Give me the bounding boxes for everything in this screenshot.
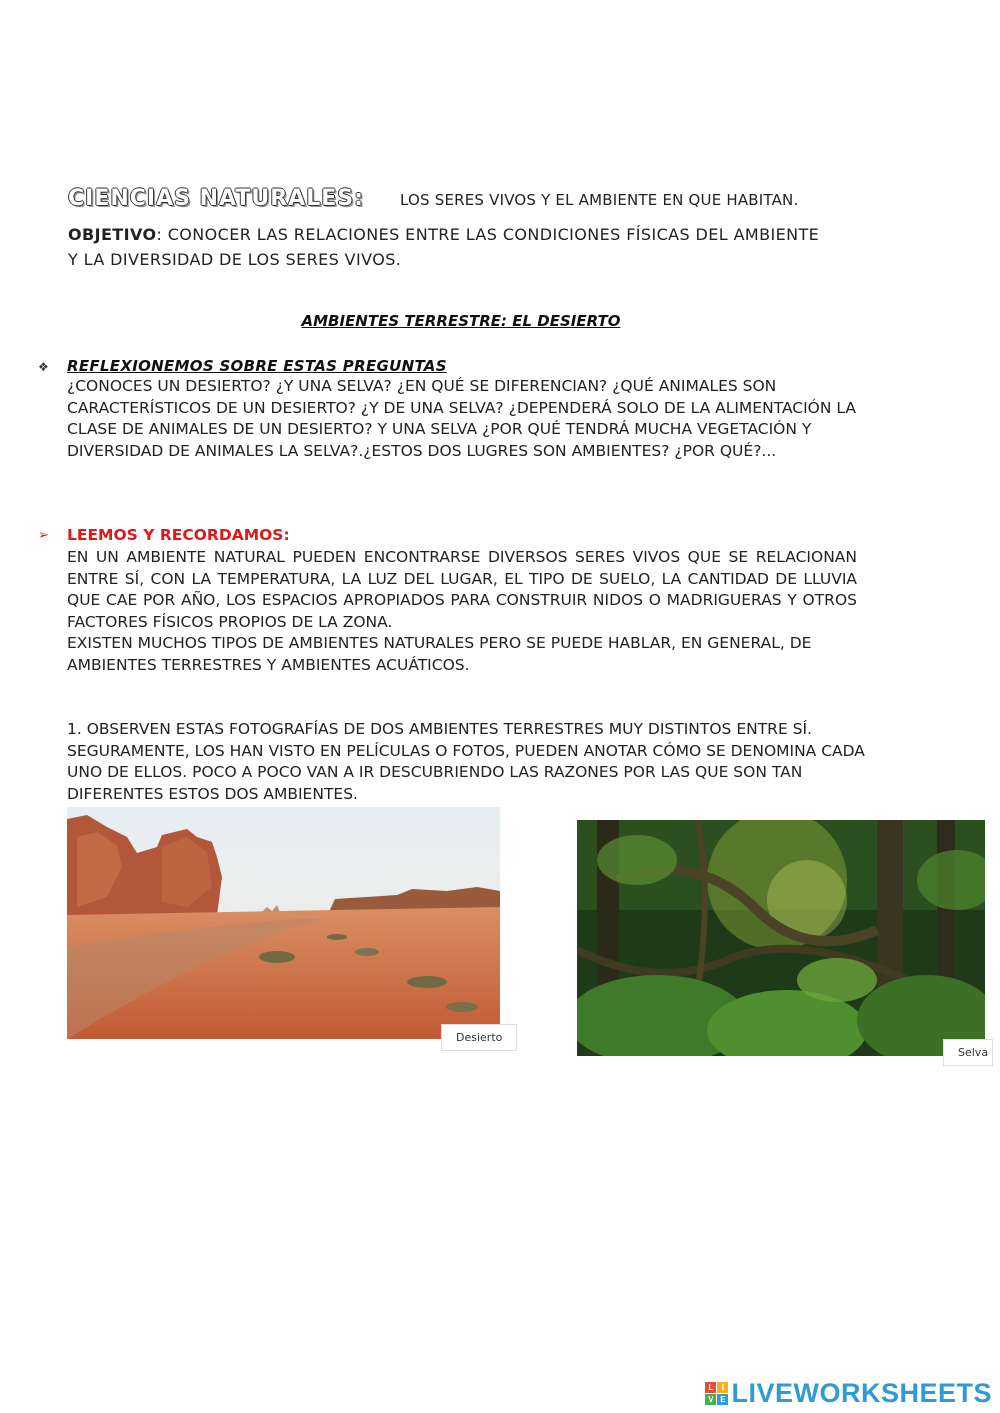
arrow-bullet-icon: ➢ [38, 528, 49, 543]
observe-instructions: 1. OBSERVEN ESTAS FOTOGRAFÍAS DE DOS AMBIENTES TERRESTRES MUY DISTINTOS ENTRE SÍ. SEGURAMENTE, LOS HAN VISTO EN PELÍCULAS O FOTOS, PUEDEN ANOTAR CÓMO SE DENOMINA CADA UNO DE ELLOS. POCO A POCO VAN A IR DESCUBRIENDO LAS RAZONES POR LAS QUE SON TAN DIFERENTES ESTOS DOS AMBIENTES. [67, 720, 865, 803]
jungle-photo [577, 820, 985, 1056]
logo-text: LIVEWORKSHEETS [731, 1378, 992, 1408]
questions-heading: REFLEXIONEMOS SOBRE ESTAS PREGUNTAS [67, 357, 447, 375]
reading-body [67, 547, 857, 676]
questions-body: ¿CONOCES UN DESIERTO? ¿Y UNA SELVA? ¿EN QUÉ SE DIFERENCIAN? ¿QUÉ ANIMALES SON CARACTERÍSTICOS DE UN DESIERTO? ¿Y DE UNA SELVA? ¿DEPENDERÁ SOLO DE LA ALIMENTACIÓN LA CLASE DE ANIMALES DE UN DESIERTO? Y UNA SELVA ¿POR QUÉ TENDRÁ MUCHA VEGETACIÓN Y DIVERSIDAD DE ANIMALES LA SELVA?.¿ESTOS DOS LUGRES SON AMBIENTES? ¿POR QUÉ?... [67, 377, 856, 460]
subject-title: CIENCIAS NATURALES: [68, 186, 364, 211]
objective-text: : CONOCER LAS RELACIONES ENTRE LAS CONDICIONES FÍSICAS DEL AMBIENTE Y LA DIVERSIDAD DE LOS SERES VIVOS. [68, 225, 820, 269]
diamond-bullet-icon: ❖ [38, 360, 49, 374]
logo-grid-icon: L I V E [705, 1382, 728, 1405]
reading-paragraph-2: EXISTEN MUCHOS TIPOS DE AMBIENTES NATURALES PERO SE PUEDE HABLAR, EN GENERAL, DE AMBIENTES TERRESTRES Y AMBIENTES ACUÁTICOS. [67, 634, 812, 674]
topic-title: LOS SERES VIVOS Y EL AMBIENTE EN QUE HABITAN. [400, 191, 799, 209]
objective [68, 222, 828, 272]
reading-heading: LEEMOS Y RECORDAMOS: [67, 526, 290, 544]
section-title: AMBIENTES TERRESTRE: EL DESIERTO [301, 312, 621, 330]
desert-photo [67, 807, 500, 1039]
objective-label: OBJETIVO [68, 225, 157, 244]
desert-caption: Desierto [441, 1024, 517, 1051]
desert-illustration [67, 807, 500, 1039]
liveworksheets-logo [705, 1378, 992, 1409]
reading-paragraph-1: EN UN AMBIENTE NATURAL PUEDEN ENCONTRARSE DIVERSOS SERES VIVOS QUE SE RELACIONAN ENTRE SÍ, CON LA TEMPERATURA, LA LUZ DEL LUGAR, EL TIPO DE SUELO, LA CANTIDAD DE LLUVIA QUE CAE POR AÑO, LOS ESPACIOS APROPIADOS PARA CONSTRUIR NIDOS O MADRIGUERAS Y OTROS FACTORES FÍSICOS PROPIOS DE LA ZONA. [67, 548, 857, 631]
jungle-caption: Selva [943, 1039, 993, 1066]
jungle-illustration [577, 820, 985, 1056]
